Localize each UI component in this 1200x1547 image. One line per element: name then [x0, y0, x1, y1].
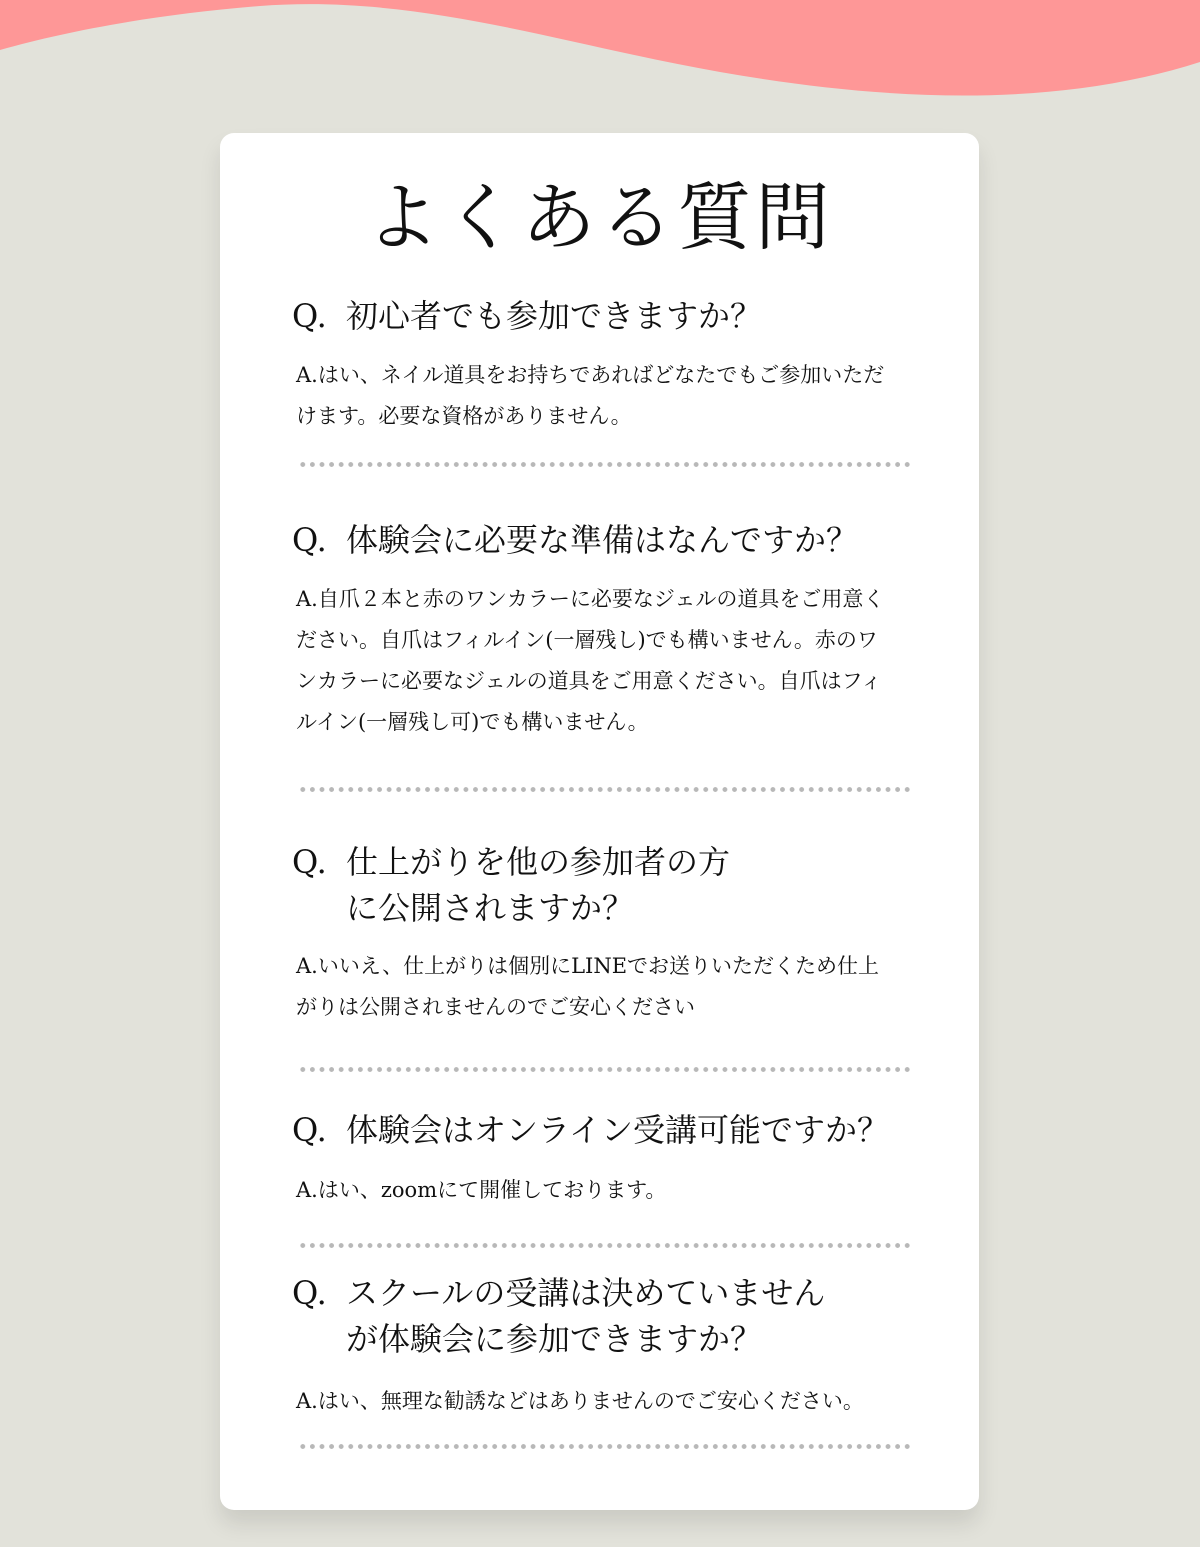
decorative-wave — [0, 0, 1200, 110]
faq-answer: A.はい、ネイル道具をお持ちであればどなたでもご参加いただけます。必要な資格がありません。 — [296, 363, 885, 428]
faq-question — [292, 1107, 932, 1153]
faq-question — [292, 839, 732, 931]
question-prefix: Q. — [292, 1274, 327, 1312]
question-text: 体験会に必要な準備はなんですか？ — [346, 521, 859, 559]
dotted-divider — [298, 1067, 910, 1072]
question-prefix: Q. — [292, 843, 327, 881]
question-text: 体験会はオンライン受講可能ですか？ — [346, 1111, 890, 1149]
faq-question — [292, 293, 932, 339]
faq-answer: A.自爪２本と赤のワンカラーに必要なジェルの道具をご用意ください。自爪はフィルイン(一層残し)でも構いません。赤のワンカラーに必要なジェルの道具をご用意ください。自爪はフィルイン(一層残し可)でも構いません。 — [296, 587, 885, 734]
dotted-divider — [298, 462, 910, 467]
question-prefix: Q. — [292, 521, 327, 559]
faq-question — [292, 1270, 852, 1362]
page-title: よくある質問 — [365, 175, 834, 261]
faq-answer: A.はい、無理な勧誘などはありませんのでご安心ください。 — [296, 1389, 864, 1413]
question-text: 初心者でも参加できますか？ — [346, 297, 763, 335]
question-text: 仕上がりを他の参加者の方に公開されますか？ — [346, 843, 731, 927]
faq-card — [220, 133, 979, 1510]
question-prefix: Q. — [292, 297, 327, 335]
faq-question — [292, 517, 932, 563]
faq-answer: A.いいえ、仕上がりは個別にLINEでお送りいただくため仕上がりは公開されませんのでご安心ください — [296, 954, 880, 1019]
dotted-divider — [298, 1243, 910, 1248]
dotted-divider — [298, 787, 910, 792]
question-prefix: Q. — [292, 1111, 327, 1149]
question-text: スクールの受講は決めていませんが体験会に参加できますか？ — [346, 1274, 826, 1358]
dotted-divider — [298, 1444, 910, 1449]
faq-answer: A.はい、zoomにて開催しております。 — [296, 1178, 667, 1202]
